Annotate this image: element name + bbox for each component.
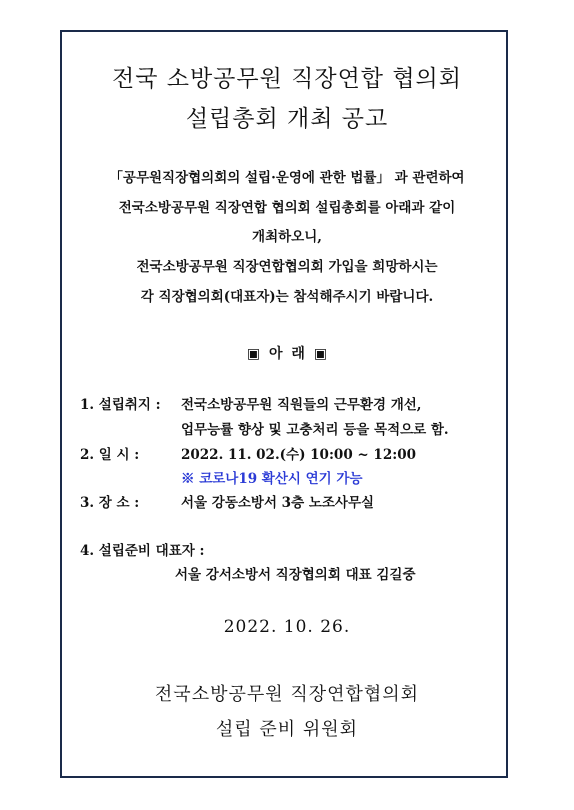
purpose-line-2: 업무능률 향상 및 고충처리 등을 목적으로 함. [181,422,449,438]
representative-value: 서울 강서소방서 직장협의회 대표 김길중 [175,567,416,583]
intro-line-1: 「공무원직장협의회의 설립·운영에 관한 법률」 과 관련하여 [109,170,465,186]
purpose-label: 1. 설립취지 : [80,397,161,413]
datetime-value: 2022. 11. 02.(수) 10:00 ~ 12:00 [181,447,416,463]
intro-line-5: 각 직장협의회(대표자)는 참석해주시기 바랍니다. [140,289,434,305]
section-heading: ▣ 아 래 ▣ [246,346,328,362]
intro-line-4: 전국소방공무원 직장연합협의회 가입을 희망하시는 [136,259,438,275]
organizer-line-2: 설립 준비 위원회 [215,719,359,740]
place-value: 서울 강동소방서 3층 노조사무실 [181,495,375,511]
place-label: 3. 장 소 : [80,495,140,511]
announcement-date: 2022. 10. 26. [223,617,351,637]
purpose-line-1: 전국소방공무원 직원들의 근무환경 개선, [181,397,422,413]
datetime-label: 2. 일 시 : [80,447,140,463]
organizer-line-1: 전국소방공무원 직장연합협의회 [154,684,420,705]
datetime-note: ※ 코로나19 확산시 연기 가능 [181,471,363,487]
intro-line-2: 전국소방공무원 직장연합 협의회 설립총회를 아래과 같이 [118,200,456,216]
intro-line-3: 개최하오니, [252,229,322,245]
representative-label: 4. 설립준비 대표자 : [80,543,205,559]
title-line-1: 전국 소방공무원 직장연합 협의회 [112,66,462,92]
title-line-2: 설립총회 개최 공고 [185,106,389,132]
